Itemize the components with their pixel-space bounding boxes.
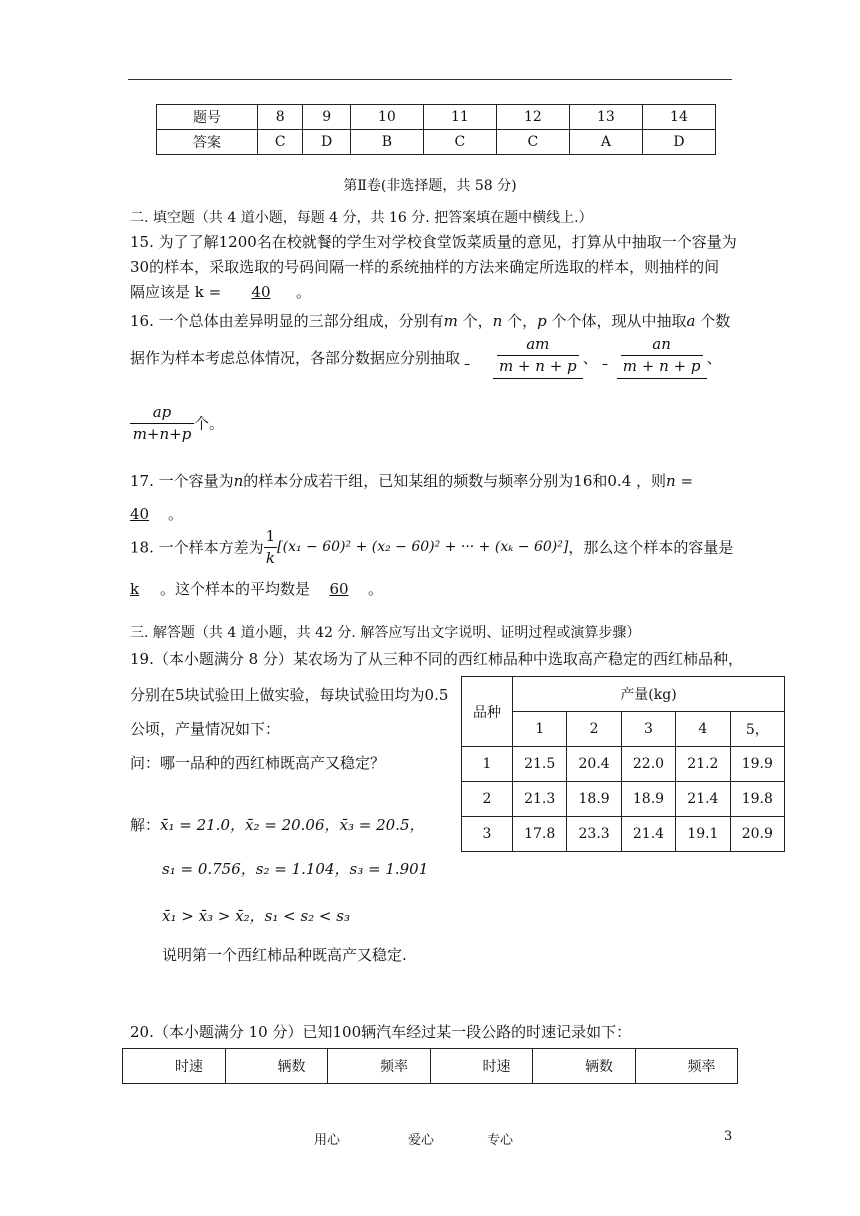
q18-text: ，那么这个样本的容量是 (568, 538, 734, 557)
q16-frac2-num: an (621, 336, 703, 356)
yield-cell: 23.3 (567, 817, 621, 852)
question-number-cell: 12 (496, 105, 569, 130)
q16-text: 个数 (695, 312, 731, 330)
yield-cell: 19.9 (730, 747, 784, 782)
q15-answer (226, 283, 296, 301)
q19-line3: 公顷，产量情况如下： (130, 720, 281, 738)
q16-fraction-am (493, 336, 583, 379)
q15-line3 (130, 281, 311, 302)
q19-means-value: x̄₁ = 21.0，x̄₂ = 20.06，x̄₃ = 20.5， (160, 816, 425, 834)
yield-cell: 20.9 (730, 817, 784, 852)
q18-answer-mean (310, 580, 368, 598)
q16-line1 (130, 310, 730, 331)
q17-answer-value: 40 (130, 505, 150, 523)
q16-var-n: n (492, 312, 503, 330)
q19-stds: s₁ = 0.756，s₂ = 1.104，s₃ = 1.901 (162, 860, 429, 878)
top-rule (128, 79, 732, 80)
question-number-cell: 9 (303, 105, 350, 130)
q18-frac-num: 1 (264, 528, 278, 548)
answer-cell: A (569, 130, 642, 155)
answer-table-answer-row (157, 130, 716, 155)
q18-answer1-value: k (130, 580, 140, 598)
q18-answer-capacity (130, 580, 160, 598)
q16-end: 个。 (194, 414, 225, 433)
q19-line1: 19.（本小题满分 8 分）某农场为了从三种不同的西红柿品种中选取高产稳定的西红柿品种， (130, 650, 743, 668)
q17-text: 17. 一个容量为 (130, 472, 234, 490)
question-number-cell: 14 (642, 105, 715, 130)
q15-line1: 15. 为了了解1200名在校就餐的学生对学校食堂饭菜质量的意见，打算从中抽取一个容量为 (130, 233, 737, 251)
question-number-cell: 10 (350, 105, 423, 130)
q17-text: n = (666, 472, 694, 490)
table-row (462, 747, 785, 782)
q18-line1 (130, 528, 733, 566)
yield-cell: 18.9 (567, 782, 621, 817)
q18-frac-den: k (265, 548, 275, 567)
frequency-header-cell: 频率 (635, 1049, 738, 1084)
speed-header-cell: 时速 (430, 1049, 533, 1084)
plot-number-cell: 1 (513, 712, 567, 747)
answer-cell: C (423, 130, 496, 155)
q18-text: 。这个样本的平均数是 (160, 580, 311, 598)
q16-var-p: p (537, 312, 547, 330)
plot-number-cell: 2 (567, 712, 621, 747)
q16-text: 个， (502, 312, 538, 330)
q16-frac2-den: m + n + p (622, 356, 701, 375)
yield-cell: 17.8 (513, 817, 567, 852)
q17-var-n: n (233, 472, 244, 490)
q16-blank-lead (465, 349, 493, 367)
plot-number-cell: 4 (676, 712, 730, 747)
q18-fraction (264, 528, 278, 566)
yield-table-header-row (462, 677, 785, 712)
q18-end: 。 (368, 580, 384, 598)
variety-cell: 3 (462, 817, 513, 852)
q17-line1 (130, 470, 693, 491)
answer-table-answer-label: 答案 (157, 130, 258, 155)
q19-compare: x̄₁ > x̄₃ > x̄₂，s₁ < s₂ < s₃ (162, 907, 350, 925)
q16-text: 个， (457, 312, 493, 330)
q16-text: 据作为样本考虑总体情况，各部分数据应分别抽取 (130, 349, 461, 367)
q16-fraction-an (617, 336, 707, 379)
footer-motto-3: 专心 (487, 1133, 514, 1148)
q15-line2: 30的样本，采取选取的号码间隔一样的系统抽样的方法来确定所选取的样本，则抽样的间 (130, 258, 720, 276)
yield-cell: 22.0 (621, 747, 675, 782)
plot-number-cell: 5， (730, 712, 784, 747)
variety-cell: 1 (462, 747, 513, 782)
yield-cell: 21.5 (513, 747, 567, 782)
q17-answer (130, 505, 168, 523)
yield-variety-label: 品种 (462, 677, 513, 747)
yield-cell: 20.4 (567, 747, 621, 782)
table-row (462, 817, 785, 852)
solve-section-header: 三. 解答题（共 4 道小题，共 42 分. 解答应写出文字说明、证明过程或演算步骤） (130, 625, 641, 641)
q15-answer-value: 40 (251, 283, 271, 301)
q16-fraction-ap (130, 404, 194, 442)
yield-cell: 18.9 (621, 782, 675, 817)
answer-cell: D (303, 130, 350, 155)
page-number: 3 (724, 1129, 733, 1144)
yield-cell: 19.8 (730, 782, 784, 817)
q16-frac3-den: m+n+p (132, 424, 192, 443)
yield-cell: 19.1 (676, 817, 730, 852)
count-header-cell: 辆数 (225, 1049, 328, 1084)
q16-var-a: a (686, 312, 696, 330)
q17-end: 。 (168, 505, 184, 523)
answer-cell: C (496, 130, 569, 155)
q16-separator: 、 (582, 349, 598, 367)
q18-answer2-value: 60 (329, 580, 349, 598)
answer-cell: D (642, 130, 715, 155)
q16-frac1-den: m + n + p (498, 356, 577, 375)
plot-number-cell: 3 (621, 712, 675, 747)
q19-line2: 分别在5块试验田上做实验，每块试验田均为0.5 (130, 686, 449, 704)
table-row (462, 782, 785, 817)
yield-cell: 21.2 (676, 747, 730, 782)
q15-prefix: 隔应该是 k = (130, 283, 226, 301)
answer-table-header-label: 题号 (157, 105, 258, 130)
answer-table (156, 104, 716, 155)
fill-in-section-header: 二. 填空题（共 4 道小题，每题 4 分，共 16 分. 把答案填在题中横线上.） (130, 210, 593, 226)
answer-cell: B (350, 130, 423, 155)
q16-frac3-num: ap (130, 404, 194, 424)
q16-separator: 、 (706, 349, 722, 367)
q16-line2 (130, 336, 722, 379)
q16-text: 16. 一个总体由差异明显的三部分组成，分别有 (130, 312, 444, 330)
q16-var-m: m (443, 312, 458, 330)
yield-cell: 21.3 (513, 782, 567, 817)
answer-cell: C (258, 130, 303, 155)
q16-frac1-num: am (497, 336, 579, 356)
q19-question: 问：哪一品种的西红柿既高产又稳定？ (130, 754, 386, 772)
yield-cell: 21.4 (621, 817, 675, 852)
q18-line2 (130, 578, 383, 599)
footer-motto-1: 用心 (314, 1133, 341, 1148)
answer-table-number-row (157, 105, 716, 130)
q18-formula: [(x₁ − 60)² + (x₂ − 60)² + ··· + (xₖ − 60)²] (277, 539, 569, 555)
section-title: 第Ⅱ卷(非选择题，共 58 分) (343, 178, 517, 194)
question-number-cell: 13 (569, 105, 642, 130)
q19-conclusion: 说明第一个西红柿品种既高产又稳定. (162, 946, 407, 964)
variety-cell: 2 (462, 782, 513, 817)
speed-table (122, 1048, 738, 1084)
yield-cell: 21.4 (676, 782, 730, 817)
question-number-cell: 8 (258, 105, 303, 130)
speed-header-cell: 时速 (123, 1049, 226, 1084)
q17-line2 (130, 503, 183, 524)
yield-label: 产量(kg) (513, 677, 785, 712)
q16-line3 (130, 404, 224, 442)
count-header-cell: 辆数 (533, 1049, 636, 1084)
q16-blank-lead (603, 349, 617, 367)
q18-text: 18. 一个样本方差为 (130, 538, 264, 557)
q15-end: 。 (295, 283, 311, 301)
frequency-header-cell: 频率 (328, 1049, 431, 1084)
footer-motto-2: 爱心 (408, 1133, 435, 1148)
speed-table-header-row (123, 1049, 738, 1084)
q16-text: 个个体，现从中抽取 (546, 312, 687, 330)
q17-text: 的样本分成若干组，已知某组的频数与频率分别为16和0.4 ，则 (243, 472, 667, 490)
q20-line: 20.（本小题满分 10 分）已知100辆汽车经过某一段公路的时速记录如下： (130, 1023, 632, 1041)
question-number-cell: 11 (423, 105, 496, 130)
q19-means (130, 814, 425, 835)
yield-table (461, 676, 785, 852)
q19-solution-label: 解： (130, 816, 161, 834)
